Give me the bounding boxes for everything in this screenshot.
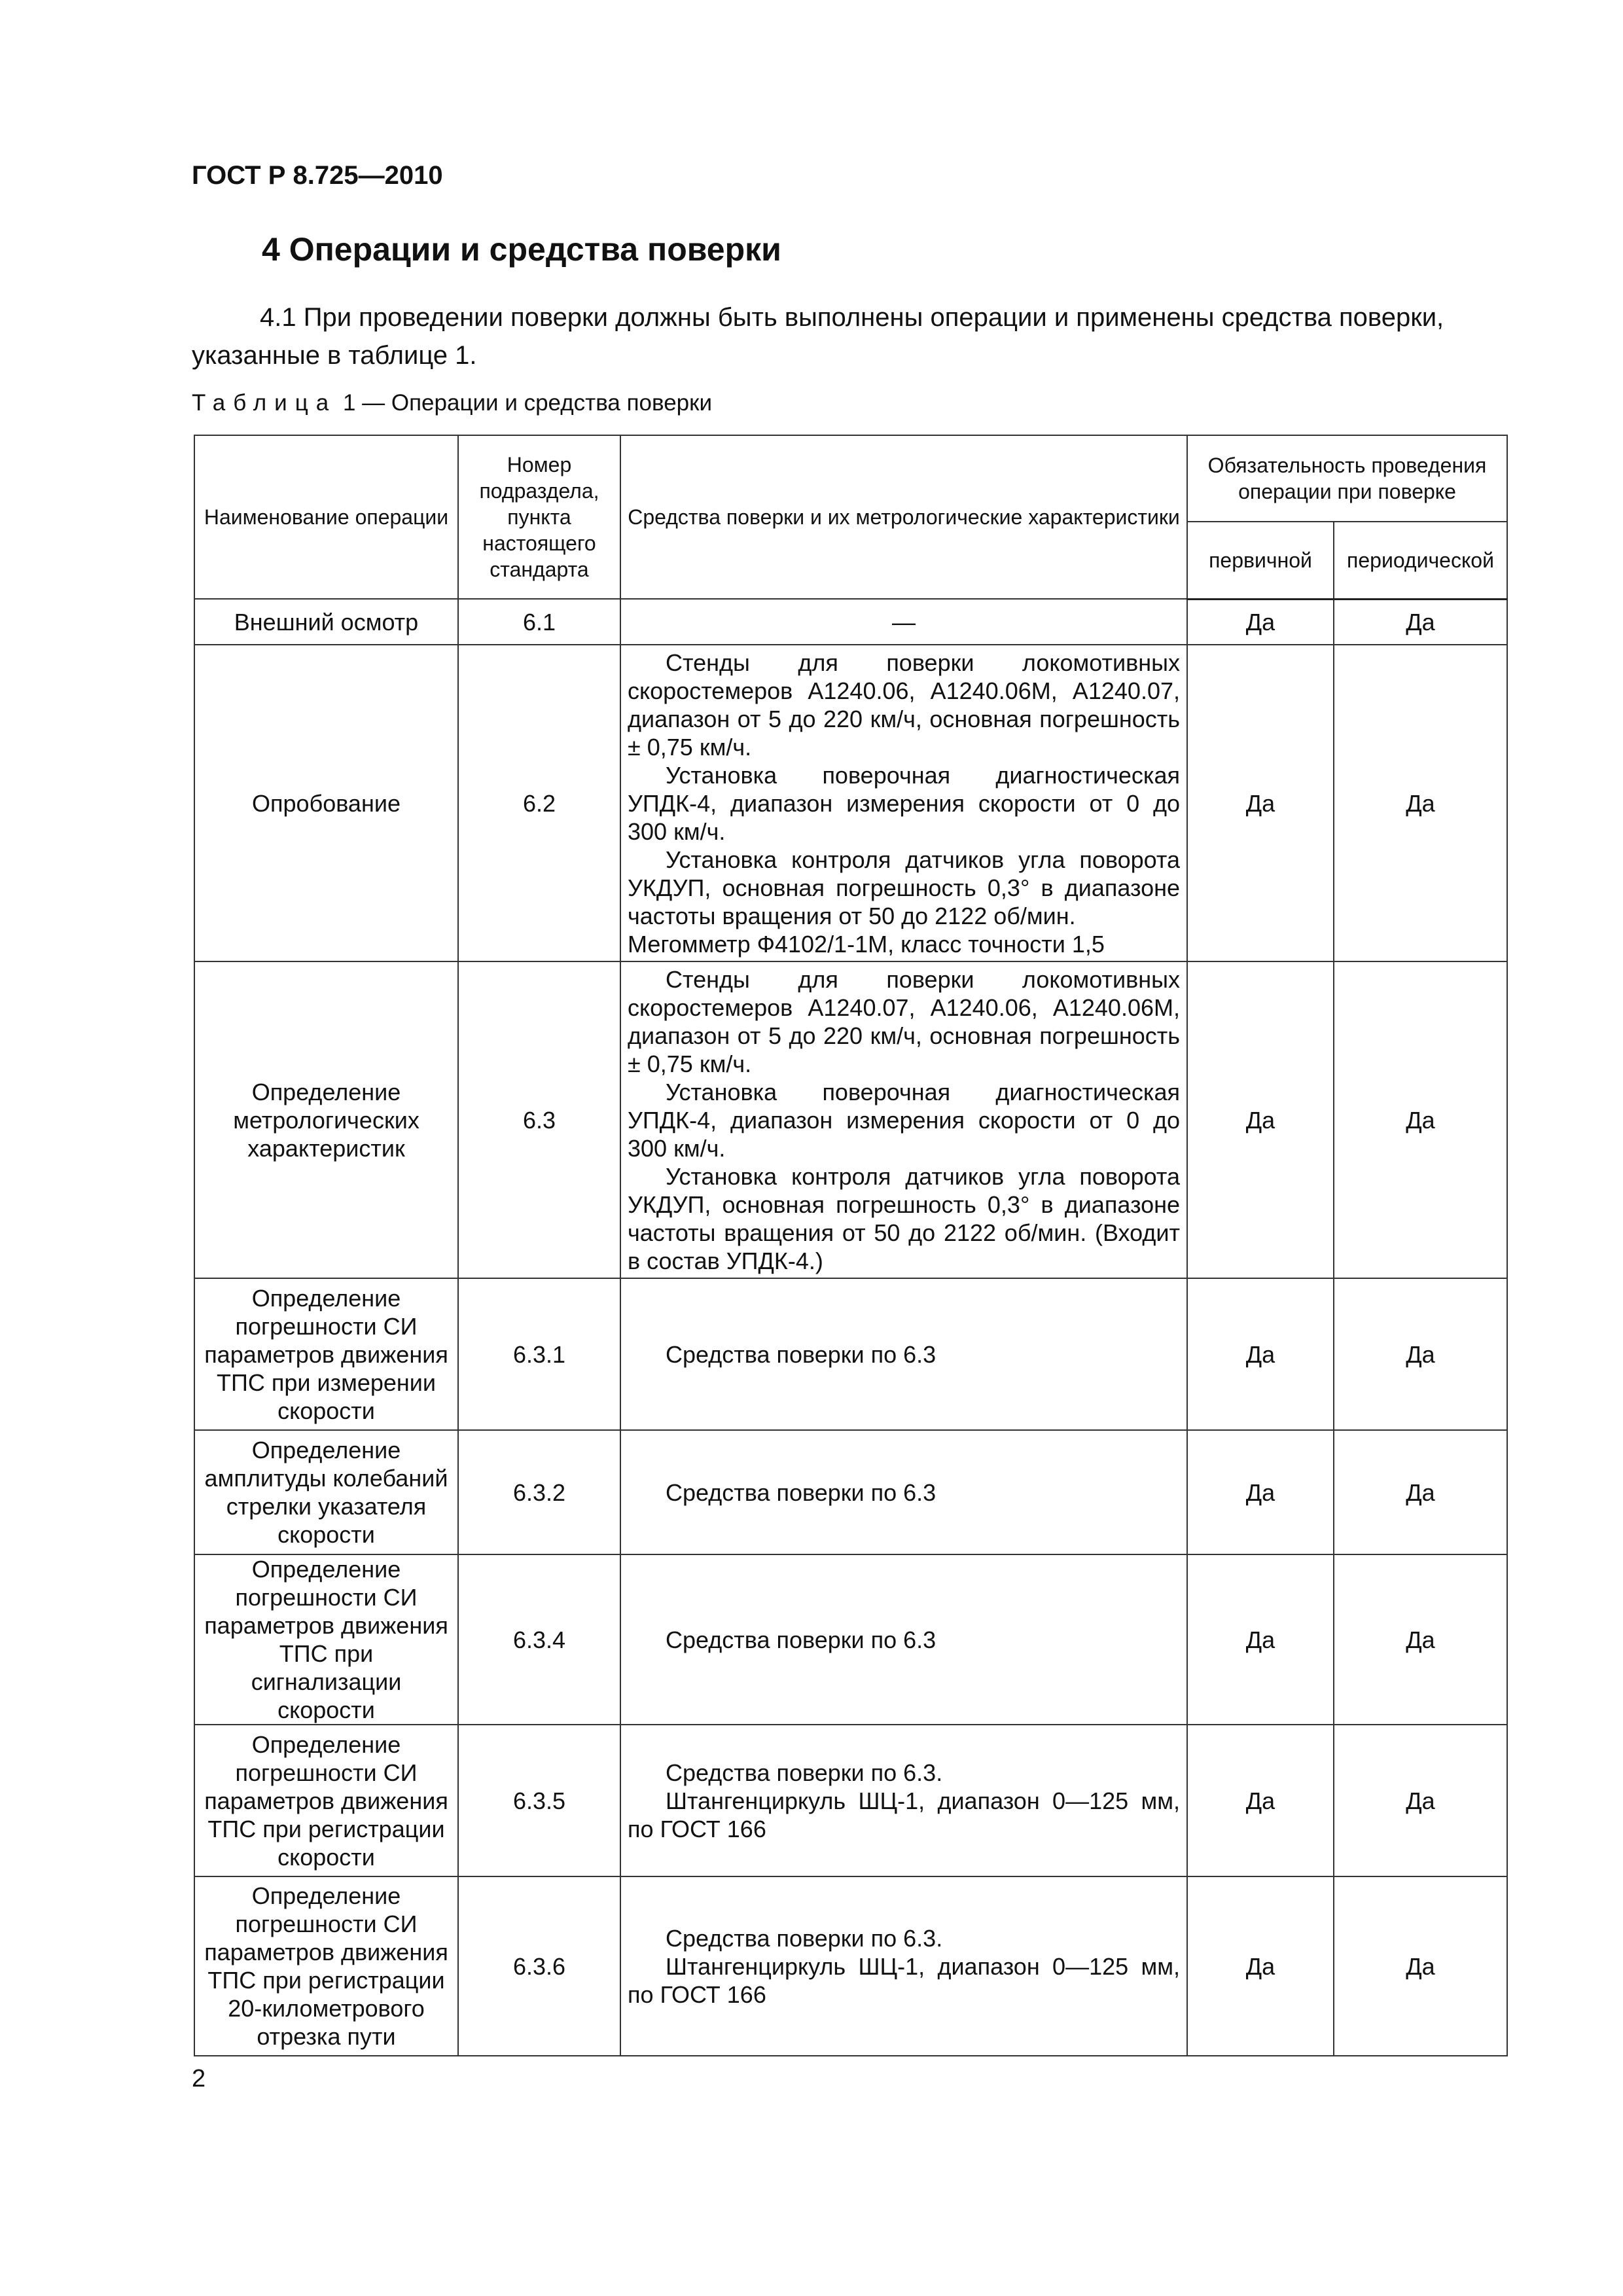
section-number: 6.1 xyxy=(458,599,620,645)
means-line: Средства поверки по 6.3 xyxy=(666,1626,936,1653)
periodic-mark: Да xyxy=(1334,1430,1507,1554)
operation-name: Определение погрешности СИ параметров движения ТПС при регистрации 20-километрового отрезка пути xyxy=(194,1876,458,2056)
means-line: Средства поверки по 6.3 xyxy=(666,1479,936,1506)
primary-mark: Да xyxy=(1187,645,1334,961)
header-periodic: периодической xyxy=(1334,522,1507,599)
means-line: Установка поверочная диагностическая УПДК-4, диапазон измерения скорости от 0 до 300 км/ч. xyxy=(628,761,1180,845)
operation-name: Опробование xyxy=(194,645,458,961)
section-number: 6.3.1 xyxy=(458,1278,620,1430)
means-line: Стенды для поверки локомотивных скоростемеров А1240.07, А1240.06, А1240.06М, диапазон от 5 до 220 км/ч, основная погрешность ± 0,75 км/ч. xyxy=(628,965,1180,1077)
means-line: Штангенциркуль ШЦ-1, диапазон 0—125 мм, по ГОСТ 166 xyxy=(628,1952,1180,2008)
periodic-mark: Да xyxy=(1334,1554,1507,1725)
table-row xyxy=(194,1430,1507,1554)
table-row xyxy=(194,599,1507,645)
verification-means xyxy=(620,1430,1187,1554)
table-row xyxy=(194,645,1507,961)
means-line: Средства поверки по 6.3 xyxy=(666,1340,936,1368)
table-caption-prefix: Таблица xyxy=(192,390,337,416)
header-primary: первичной xyxy=(1187,522,1334,599)
table-caption xyxy=(192,390,712,416)
verification-means: — xyxy=(620,599,1187,645)
verification-means xyxy=(620,961,1187,1278)
means-line: Мегомметр Ф4102/1-1М, класс точности 1,5 xyxy=(628,930,1105,958)
verification-means xyxy=(620,1278,1187,1430)
periodic-mark: Да xyxy=(1334,645,1507,961)
primary-mark: Да xyxy=(1187,599,1334,645)
means-line: Установка контроля датчиков угла поворота УКДУП, основная погрешность 0,3° в диапазоне частоты вращения от 50 до 2122 об/мин. xyxy=(628,846,1180,929)
section-title: 4 Операции и средства поверки xyxy=(262,231,781,268)
table-row xyxy=(194,1554,1507,1725)
table-caption-title: 1 — Операции и средства поверки xyxy=(336,390,713,416)
intro-paragraph: 4.1 При проведении поверки должны быть выполнены операции и применены средства поверки, указанные в таблице 1. xyxy=(192,303,1444,370)
header-verification-means: Средства поверки и их метрологические характеристики xyxy=(620,435,1187,599)
table-row xyxy=(194,1876,1507,2056)
section-number: 6.3 xyxy=(458,961,620,1278)
periodic-mark: Да xyxy=(1334,599,1507,645)
header-section-number: Номер подраздела, пункта настоящего стандарта xyxy=(458,435,620,599)
primary-mark: Да xyxy=(1187,1278,1334,1430)
means-line: Установка контроля датчиков угла поворота УКДУП, основная погрешность 0,3° в диапазоне частоты вращения от 50 до 2122 об/мин. (Входит в состав УПДК-4.) xyxy=(628,1162,1180,1274)
verification-means xyxy=(620,1876,1187,2056)
primary-mark: Да xyxy=(1187,961,1334,1278)
operation-name: Внешний осмотр xyxy=(194,599,458,645)
table-row xyxy=(194,1278,1507,1430)
verification-means xyxy=(620,1725,1187,1876)
table-row xyxy=(194,961,1507,1278)
primary-mark: Да xyxy=(1187,1725,1334,1876)
periodic-mark: Да xyxy=(1334,1725,1507,1876)
means-line: Установка поверочная диагностическая УПДК-4, диапазон измерения скорости от 0 до 300 км/ч. xyxy=(628,1078,1180,1162)
operation-name: Определение погрешности СИ параметров движения ТПС при регистрации скорости xyxy=(194,1725,458,1876)
section-number: 6.3.5 xyxy=(458,1725,620,1876)
operation-name: Определение амплитуды колебаний стрелки указателя скорости xyxy=(194,1430,458,1554)
header-operation-name: Наименование операции xyxy=(194,435,458,599)
periodic-mark: Да xyxy=(1334,961,1507,1278)
page-number: 2 xyxy=(192,2065,206,2092)
section-number: 6.3.4 xyxy=(458,1554,620,1725)
verification-means xyxy=(620,1554,1187,1725)
primary-mark: Да xyxy=(1187,1554,1334,1725)
verification-operations-table xyxy=(194,435,1508,2056)
means-line: Средства поверки по 6.3. xyxy=(666,1759,943,1786)
means-line: Штангенциркуль ШЦ-1, диапазон 0—125 мм, по ГОСТ 166 xyxy=(628,1787,1180,1842)
means-line: Стенды для поверки локомотивных скоростемеров А1240.06, А1240.06М, А1240.07, диапазон от 5 до 220 км/ч, основная погрешность ± 0,75 км/ч. xyxy=(628,649,1180,761)
section-number: 6.3.2 xyxy=(458,1430,620,1554)
verification-means xyxy=(620,645,1187,961)
primary-mark: Да xyxy=(1187,1430,1334,1554)
periodic-mark: Да xyxy=(1334,1278,1507,1430)
header-mandatory: Обязательность проведения операции при поверке xyxy=(1187,435,1507,522)
primary-mark: Да xyxy=(1187,1876,1334,2056)
document-code: ГОСТ Р 8.725—2010 xyxy=(192,161,443,190)
operation-name: Определение погрешности СИ параметров движения ТПС при сигнализации скорости xyxy=(194,1554,458,1725)
section-number: 6.3.6 xyxy=(458,1876,620,2056)
operation-name: Определение метрологических характеристик xyxy=(194,961,458,1278)
operation-name: Определение погрешности СИ параметров движения ТПС при измерении скорости xyxy=(194,1278,458,1430)
periodic-mark: Да xyxy=(1334,1876,1507,2056)
means-line: Средства поверки по 6.3. xyxy=(666,1924,943,1952)
table-row xyxy=(194,1725,1507,1876)
section-number: 6.2 xyxy=(458,645,620,961)
